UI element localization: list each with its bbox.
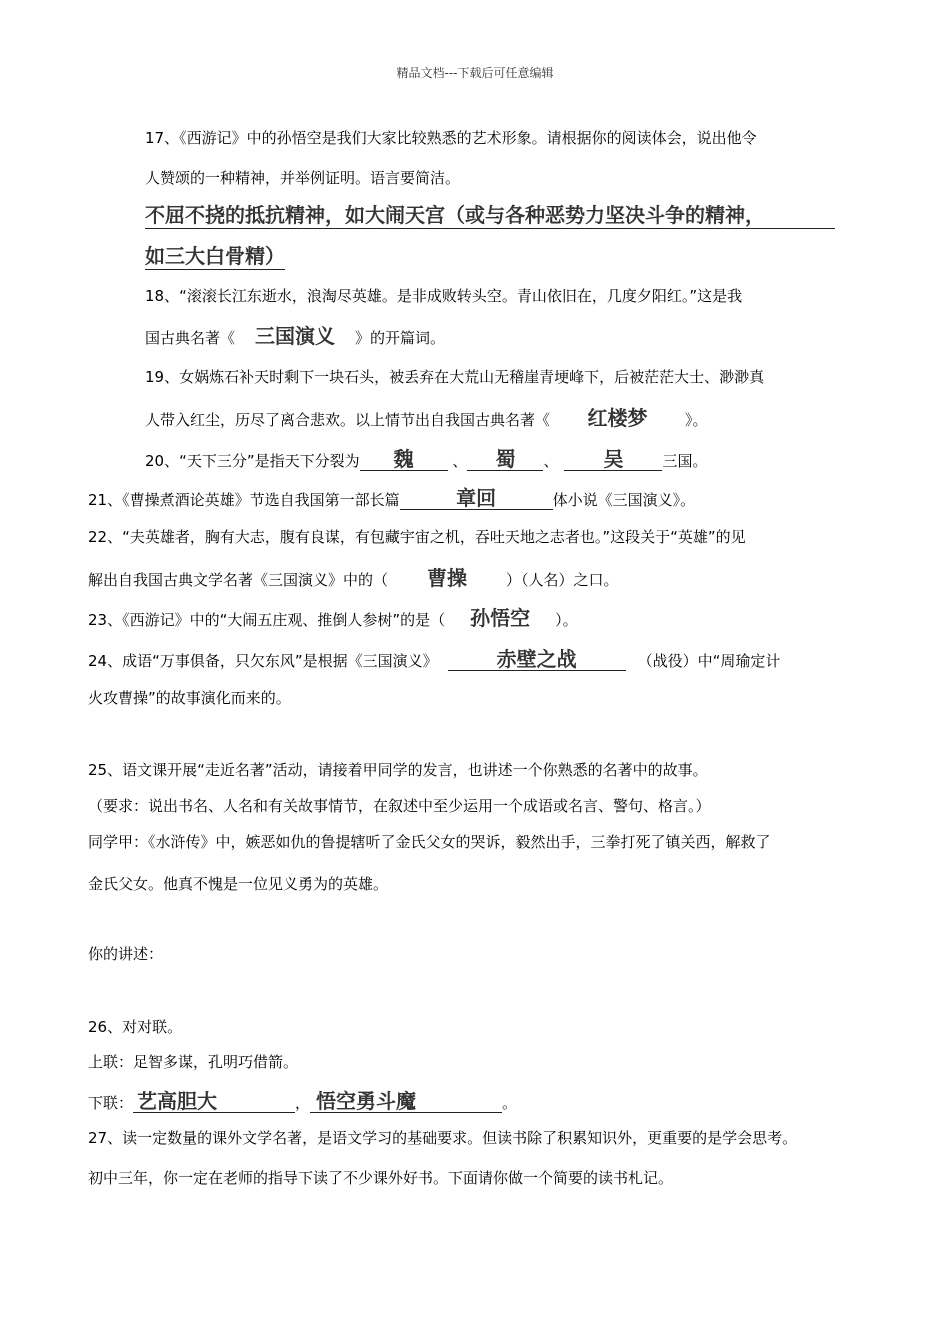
q22-suffix: ）（人名）之口。 (506, 571, 619, 589)
q26-suffix: 。 (502, 1094, 518, 1112)
q24-line2: 火攻曹操”的故事演化而来的。 (88, 689, 291, 707)
q20-line (145, 448, 707, 471)
q24-answer: 赤壁之战 (448, 648, 626, 671)
q21-suffix: 体小说《三国演义》。 (552, 491, 696, 509)
q22-line1: 22、“夫英雄者，胸有大志，腹有良谋，有包藏宇宙之机，吞吐天地之志者也。”这段关于“英雄”的见 (88, 528, 746, 546)
q26-lower-couplet (88, 1090, 517, 1113)
q18-prefix: 国古典名著《 (145, 329, 236, 347)
q26-upper-couplet: 上联：足智多谋，孔明巧借箭。 (88, 1053, 299, 1071)
q19-line2 (145, 408, 708, 430)
q20-sep2: 、 (543, 452, 559, 470)
q22-line2 (88, 568, 619, 590)
q21-line (88, 487, 695, 510)
q22-prefix: 解出自我国古典文学名著《三国演义》中的（ (88, 571, 389, 589)
q21-answer: 章回 (400, 487, 553, 510)
q24-line1 (88, 648, 780, 671)
q20-prefix: 20、“天下三分”是指天下分裂为 (145, 452, 360, 470)
q26-answer2: 悟空勇斗魔 (310, 1090, 502, 1113)
q25-requirement: （要求：说出书名、人名和有关故事情节，在叙述中至少运用一个成语或名言、警句、格言。） (88, 797, 711, 815)
q17-line2: 人赞颂的一种精神，并举例证明。语言要简洁。 (145, 169, 461, 187)
q20-suffix: 三国。 (662, 452, 708, 470)
q23-answer: 孙悟空 (470, 606, 531, 630)
q18-line1: 18、“滚滚长江东逝水，浪淘尽英雄。是非成败转头空。青山依旧在，几度夕阳红。”这是我 (145, 287, 743, 305)
q23-prefix: 23、《西游记》中的“大闹五庄观、推倒人参树”的是（ (88, 611, 446, 629)
q19-prefix: 人带入红尘，历尽了离合悲欢。以上情节出自我国古典名著《 (145, 411, 551, 429)
q21-prefix: 21、《曹操煮酒论英雄》节选自我国第一部长篇 (88, 491, 400, 509)
q17-line1: 17、《西游记》中的孙悟空是我们大家比较熟悉的艺术形象。请根据你的阅读体会，说出他令 (145, 129, 757, 147)
q19-suffix: 》。 (685, 411, 708, 429)
q26-title: 26、对对联。 (88, 1018, 183, 1036)
q25-your-narration: 你的讲述： (88, 945, 164, 963)
q25-line1: 25、语文课开展“走近名著”活动，请接着甲同学的发言，也讲述一个你熟悉的名著中的故事。 (88, 761, 708, 779)
q18-suffix: 》的开篇词。 (355, 329, 446, 347)
q25-student-a-line2: 金氏父女。他真不愧是一位见义勇为的英雄。 (88, 875, 389, 893)
q27-line1: 27、读一定数量的课外文学名著，是语文学习的基础要求。但读书除了积累知识外，更重要的是学会思考。 (88, 1129, 798, 1147)
q20-answer-wei: 魏 (360, 448, 448, 471)
q19-line1: 19、女娲炼石补天时剩下一块石头，被丢弃在大荒山无稽崖青埂峰下，后被茫茫大士、渺渺真 (145, 368, 765, 386)
q20-answer-wu: 吴 (564, 448, 662, 471)
q27-line2: 初中三年，你一定在老师的指导下读了不少课外好书。下面请你做一个简要的读书札记。 (88, 1169, 674, 1187)
q23-line (88, 608, 578, 630)
q26-mid: ， (295, 1094, 311, 1112)
q17-answer-line1: 不屈不挠的抵抗精神，如大闹天宫（或与各种恶势力坚决斗争的精神， (145, 202, 835, 229)
q23-suffix: ）。 (555, 611, 578, 629)
q24-suffix: （战役）中“周瑜定计 (637, 652, 781, 670)
q26-answer1: 艺高胆大 (133, 1090, 295, 1113)
q22-answer: 曹操 (427, 566, 468, 590)
q17-answer-line2: 如三大白骨精） (145, 244, 285, 268)
page-header: 精品文档---下载后可任意编辑 (396, 66, 554, 80)
q25-student-a-line1: 同学甲：《水浒传》中，嫉恶如仇的鲁提辖听了金氏父女的哭诉，毅然出手，三拳打死了镇关西，解救了 (88, 833, 771, 851)
q18-line2 (145, 326, 445, 348)
q24-prefix: 24、成语“万事俱备，只欠东风”是根据《三国演义》 (88, 652, 438, 670)
q18-answer: 三国演义 (255, 324, 336, 348)
q26-prefix: 下联： (88, 1094, 134, 1112)
q20-sep1: 、 (452, 452, 468, 470)
q19-answer: 红楼梦 (587, 406, 648, 430)
q20-answer-shu: 蜀 (467, 448, 543, 471)
